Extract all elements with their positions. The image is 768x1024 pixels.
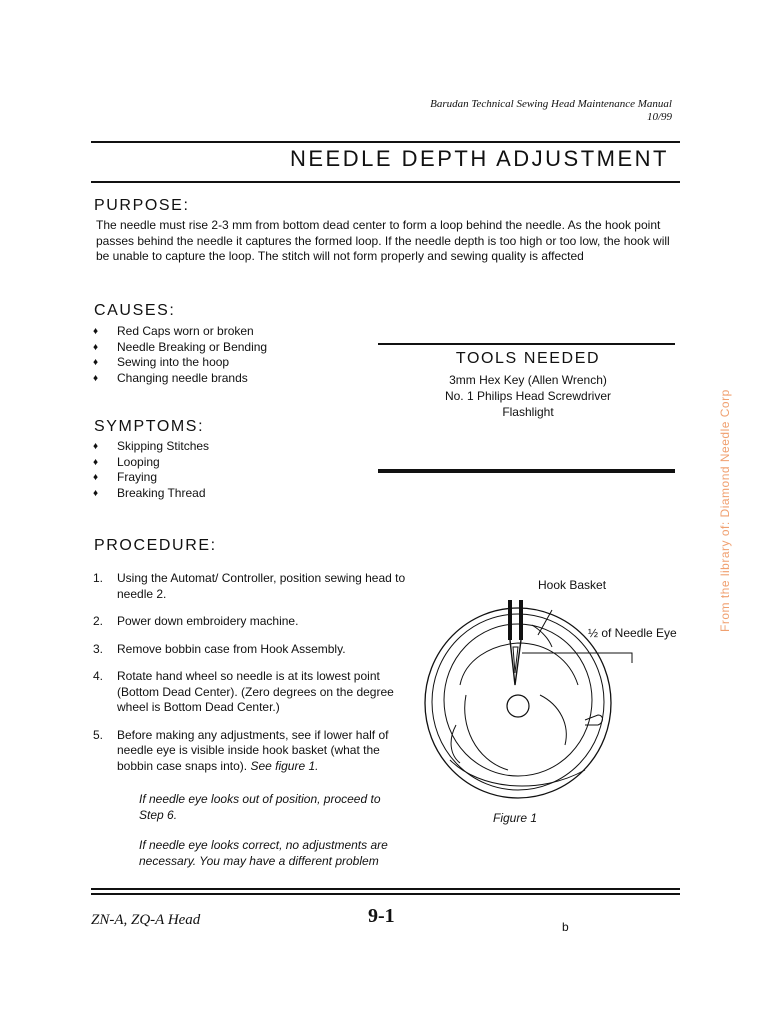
tool-item: 3mm Hex Key (Allen Wrench) xyxy=(449,373,607,387)
footer-model: ZN-A, ZQ-A Head xyxy=(91,912,201,928)
tools-panel xyxy=(378,350,678,420)
page-title: NEEDLE DEPTH ADJUSTMENT xyxy=(290,146,669,171)
header-title: Barudan Technical Sewing Head Maintenance Manual xyxy=(430,98,672,110)
symptoms-heading: SYMPTOMS: xyxy=(94,418,205,435)
bullet-diamond-icon: ♦ xyxy=(93,441,99,452)
list-item: ♦ Fraying xyxy=(93,470,158,485)
tools-heading: TOOLS NEEDED xyxy=(455,350,601,367)
procedure-step: 2. Power down embroidery machine. xyxy=(93,614,299,628)
manual-header xyxy=(430,98,672,124)
causes-list xyxy=(93,324,353,386)
tool-item: No. 1 Philips Head Screwdriver xyxy=(444,389,612,403)
tool-item: Flashlight xyxy=(502,405,554,419)
list-item: ♦ Sewing into the hoop xyxy=(93,355,230,370)
needle-eye-label: ½ of Needle Eye xyxy=(588,626,677,640)
bullet-diamond-icon: ♦ xyxy=(93,487,99,499)
symptoms-list xyxy=(93,439,353,501)
title-top-rule xyxy=(91,141,680,143)
purpose-heading: PURPOSE: xyxy=(94,197,190,214)
footer-mark: b xyxy=(562,920,569,934)
procedure-steps xyxy=(93,571,417,774)
figure-caption: Figure 1 xyxy=(493,811,538,825)
bullet-diamond-icon: ♦ xyxy=(93,472,99,484)
list-item: ♦ Breaking Thread xyxy=(93,485,206,500)
bullet-diamond-icon: ♦ xyxy=(93,456,99,468)
procedure-step: 4. Rotate hand wheel so needle is at its lowest point (Bottom Dead Center). (Zero degrees on the degree wheel is Bottom Dead Center.) xyxy=(93,669,394,714)
list-item: ♦ Changing needle brands xyxy=(93,370,248,385)
list-item: ♦ Looping xyxy=(93,454,160,469)
tools-top-rule xyxy=(378,343,675,345)
procedure-heading: PROCEDURE: xyxy=(94,537,217,554)
hook-basket-label: Hook Basket xyxy=(538,578,607,592)
procedure-note: If needle eye looks out of position, proceed to Step 6. xyxy=(139,792,381,822)
list-item: ♦ Needle Breaking or Bending xyxy=(93,339,268,354)
bullet-diamond-icon: ♦ xyxy=(93,357,99,369)
footer-rule-bottom xyxy=(91,893,680,895)
bullet-diamond-icon: ♦ xyxy=(93,372,99,384)
bullet-diamond-icon: ♦ xyxy=(93,326,99,337)
header-date: 10/99 xyxy=(646,111,672,123)
library-stamp: From the library of: Diamond Needle Corp xyxy=(718,389,732,632)
list-item: ♦ Skipping Stitches xyxy=(93,439,210,453)
title-bottom-rule xyxy=(91,181,680,183)
procedure-step: 5. Before making any adjustments, see if lower half of needle eye is visible inside hook basket (what the bobbin case snaps into). See figure 1. xyxy=(93,727,389,773)
figure-reference: See figure 1. xyxy=(250,758,319,773)
tools-bottom-rule xyxy=(378,469,675,473)
list-item: ♦ Red Caps worn or broken xyxy=(93,324,254,338)
purpose-text: The needle must rise 2-3 mm from bottom dead center to form a loop behind the needle. As the hook point passes behind the needle it captures the formed loop. If the needle depth is too high or too low, the hook will be unable to capture the loop. The stitch will not form properly and sewing quality is affected xyxy=(96,218,670,263)
bullet-diamond-icon: ♦ xyxy=(93,341,99,353)
hook-basket-figure xyxy=(420,575,690,805)
procedure-note: If needle eye looks correct, no adjustments are necessary. You may have a different problem xyxy=(139,838,388,868)
footer-rule-top xyxy=(91,888,680,890)
page-number: 9-1 xyxy=(368,905,395,927)
procedure-step: 1. Using the Automat/ Controller, position sewing head to needle 2. xyxy=(93,571,406,601)
causes-heading: CAUSES: xyxy=(94,302,176,319)
procedure-step: 3. Remove bobbin case from Hook Assembly. xyxy=(93,641,346,656)
